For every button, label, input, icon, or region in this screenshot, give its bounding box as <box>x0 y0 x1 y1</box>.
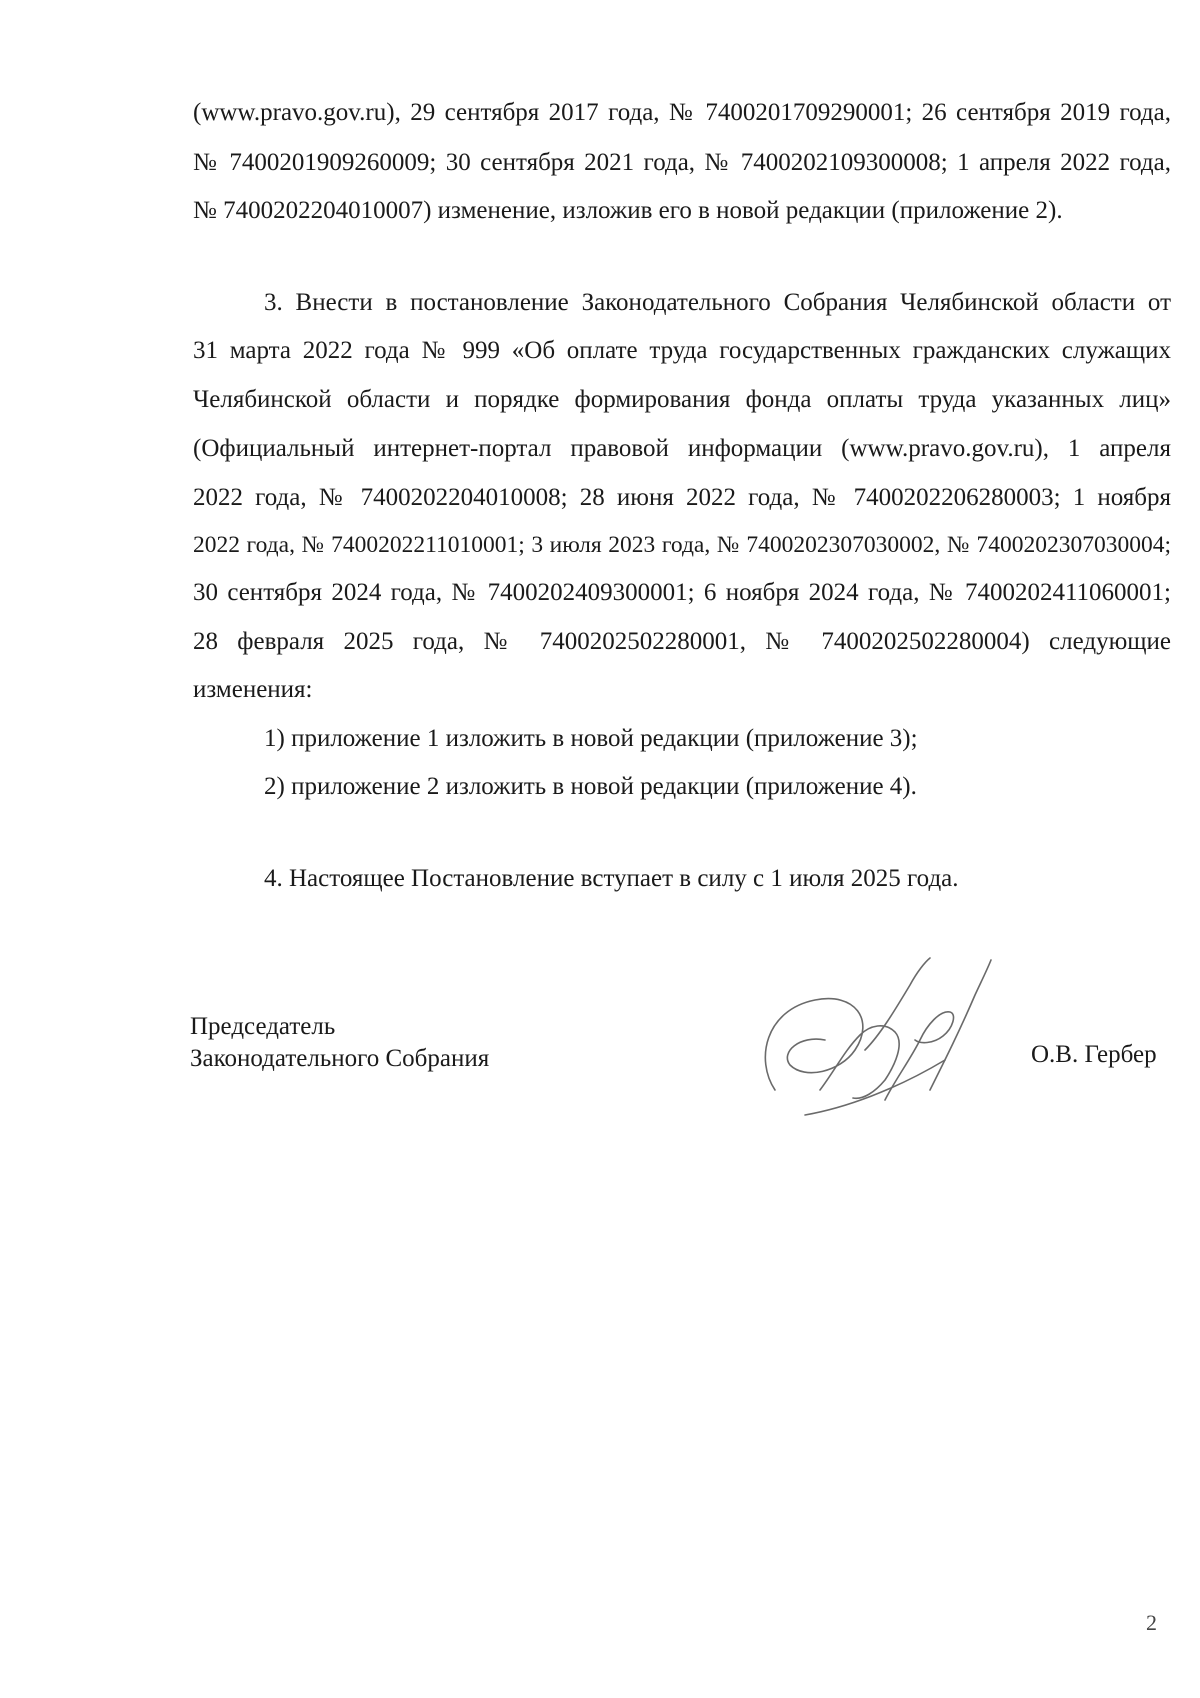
paragraph-line: 2022 года, № 7400202204010008; 28 июня 2022 года, № 7400202206280003; 1 ноября <box>193 484 1171 511</box>
list-item: 2) приложение 2 изложить в новой редакции (приложение 4). <box>264 773 917 800</box>
paragraph-line: 2022 года, № 7400202211010001; 3 июля 2023 года, № 7400202307030002, № 7400202307030004; <box>193 532 1171 558</box>
handwritten-signature <box>745 940 1005 1120</box>
paragraph-line: 28 февраля 2025 года, № 7400202502280001, № 7400202502280004) следующие <box>193 628 1171 655</box>
paragraph-line: изменения: <box>193 676 313 703</box>
paragraph-line: (www.pravo.gov.ru), 29 сентября 2017 года, № 7400201709290001; 26 сентября 2019 года, <box>193 99 1171 126</box>
paragraph-line: (Официальный интернет-портал правовой информации (www.pravo.gov.ru), 1 апреля <box>193 435 1171 462</box>
paragraph-line: 31 марта 2022 года № 999 «Об оплате труда государственных гражданских служащих <box>193 337 1171 364</box>
paragraph-line: Челябинской области и порядке формирования фонда оплаты труда указанных лиц» <box>193 386 1171 413</box>
paragraph-line: № 7400202204010007) изменение, изложив его в новой редакции (приложение 2). <box>193 197 1063 224</box>
list-item: 1) приложение 1 изложить в новой редакции (приложение 3); <box>264 725 918 752</box>
paragraph-line: № 7400201909260009; 30 сентября 2021 года, № 7400202109300008; 1 апреля 2022 года, <box>193 149 1171 176</box>
signatory-name: О.В. Гербер <box>1031 1041 1157 1068</box>
signatory-title: Председатель <box>190 1013 336 1040</box>
paragraph-line: 4. Настоящее Постановление вступает в силу с 1 июля 2025 года. <box>264 865 959 892</box>
signatory-title: Законодательного Собрания <box>190 1045 490 1072</box>
paragraph-line: 3. Внести в постановление Законодательного Собрания Челябинской области от <box>264 289 1171 316</box>
page-number: 2 <box>1146 1610 1157 1635</box>
paragraph-line: 30 сентября 2024 года, № 7400202409300001; 6 ноября 2024 года, № 7400202411060001; <box>193 579 1171 606</box>
